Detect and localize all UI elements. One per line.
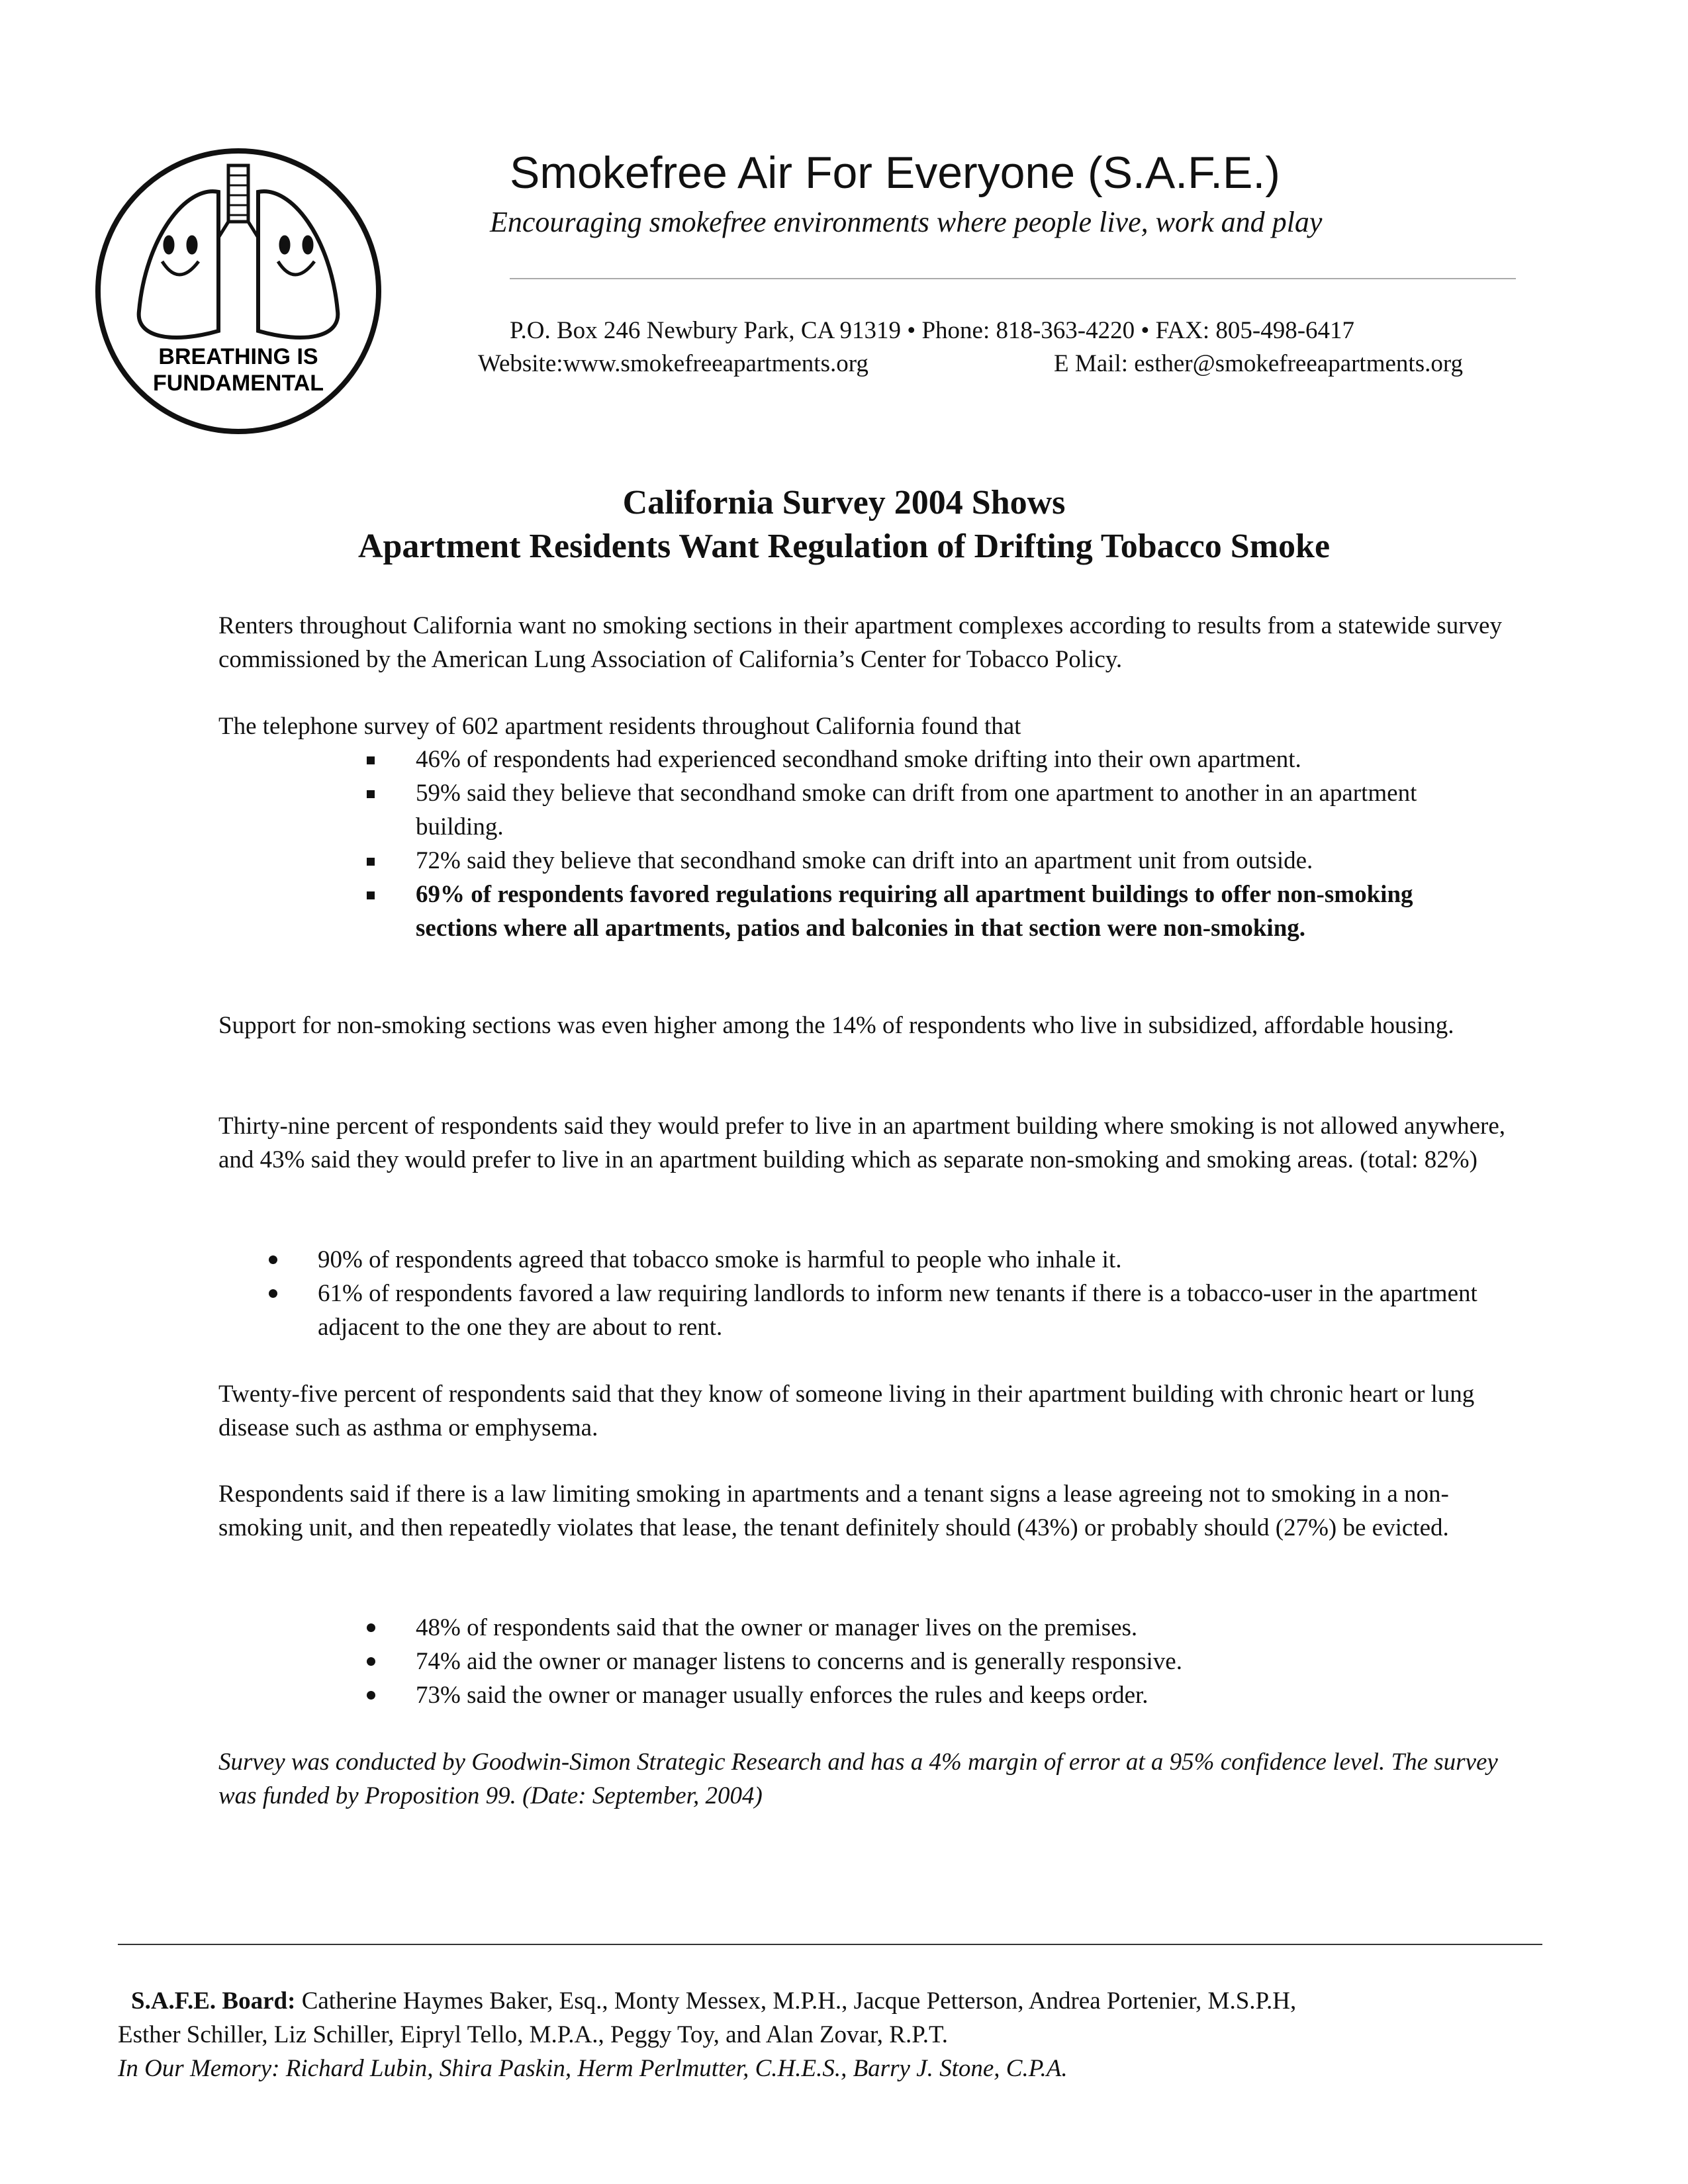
list-item: 46% of respondents had experienced secondhand smoke drifting into their own apartment. bbox=[416, 746, 1301, 773]
round-bullet-icon bbox=[367, 1657, 375, 1666]
paragraph-subsidized-housing: Support for non-smoking sections was even higher among the 14% of respondents who live in subsidized, affordable housing. bbox=[218, 1012, 1454, 1039]
list-item: 59% said they believe that secondhand smoke can drift from one apartment to another in an apartment building. bbox=[416, 780, 1417, 841]
paragraph-preferences: Thirty-nine percent of respondents said they would prefer to live in an apartment building where smoking is not allowed anywhere, and 43% said they would prefer to live in an apartment building which as separate non-smoking and smoking areas. (total: 82%) bbox=[218, 1113, 1506, 1173]
round-bullet-icon bbox=[269, 1255, 277, 1264]
square-bullet-icon bbox=[367, 756, 375, 764]
logo-text-line2: FUNDAMENTAL bbox=[152, 371, 324, 396]
email-link[interactable]: E Mail: esther@smokefreeapartments.org bbox=[1054, 350, 1463, 377]
square-bullet-icon bbox=[367, 858, 375, 866]
round-bullet-icon bbox=[367, 1691, 375, 1700]
tagline: Encouraging smokefree environments where people live, work and play bbox=[490, 206, 1323, 238]
document-title-line1: California Survey 2004 Shows bbox=[622, 484, 1066, 522]
list-item: 61% of respondents favored a law requiring landlords to inform new tenants if there is a tobacco-user in the apartment adjacent to the one they are about to rent. bbox=[318, 1280, 1477, 1341]
list-item: 72% said they believe that secondhand smoke can drift into an apartment unit from outside. bbox=[416, 847, 1313, 874]
board-line2: Esther Schiller, Liz Schiller, Eipryl Tello, M.P.A., Peggy Toy, and Alan Zovar, R.P.T. bbox=[118, 2021, 949, 2048]
round-bullet-icon bbox=[269, 1289, 277, 1298]
paragraph-intro: Renters throughout California want no smoking sections in their apartment complexes according to results from a statewide survey commissioned by the American Lung Association of California’s Center for Tobacco Policy. bbox=[218, 612, 1502, 673]
list-item: 90% of respondents agreed that tobacco smoke is harmful to people who inhale it. bbox=[318, 1246, 1122, 1273]
board-members: Catherine Haymes Baker, Esq., Monty Messex, M.P.H., Jacque Petterson, Andrea Portenier, M.S.P.H, bbox=[295, 1987, 1297, 2015]
organization-name: Smokefree Air For Everyone (S.A.F.E.) bbox=[510, 148, 1280, 198]
round-bullet-icon bbox=[367, 1623, 375, 1632]
breathing-is-fundamental-logo bbox=[93, 146, 384, 437]
footer-divider bbox=[118, 1944, 1542, 1945]
website-link[interactable]: Website:www.smokefreeapartments.org bbox=[478, 350, 868, 377]
square-bullet-icon bbox=[367, 891, 375, 899]
header-divider bbox=[510, 278, 1516, 279]
paragraph-survey-intro: The telephone survey of 602 apartment residents throughout California found that bbox=[218, 713, 1021, 740]
square-bullet-icon bbox=[367, 790, 375, 798]
memorial-line: In Our Memory: Richard Lubin, Shira Paskin, Herm Perlmutter, C.H.E.S., Barry J. Stone, C.P.A. bbox=[118, 2055, 1068, 2082]
list-item-highlighted: 69% of respondents favored regulations requiring all apartment buildings to offer non-smoking sections where all apartments, patios and balconies in that section were non-smoking. bbox=[416, 881, 1413, 942]
logo-text-line1: BREATHING IS bbox=[158, 344, 318, 369]
board-line1 bbox=[131, 1984, 1296, 2018]
paragraph-chronic-disease: Twenty-five percent of respondents said that they know of someone living in their apartment building with chronic heart or lung disease such as asthma or emphysema. bbox=[218, 1381, 1475, 1441]
list-item: 48% of respondents said that the owner or manager lives on the premises. bbox=[416, 1614, 1138, 1641]
list-item: 73% said the owner or manager usually enforces the rules and keeps order. bbox=[416, 1682, 1149, 1709]
list-item: 74% aid the owner or manager listens to concerns and is generally responsive. bbox=[416, 1648, 1182, 1675]
contact-line: P.O. Box 246 Newbury Park, CA 91319 • Phone: 818-363-4220 • FAX: 805-498-6417 bbox=[510, 317, 1355, 344]
survey-methodology-note: Survey was conducted by Goodwin-Simon Strategic Research and has a 4% margin of error at a 95% confidence level. The survey was funded by Proposition 99. (Date: September, 2004) bbox=[218, 1749, 1498, 1809]
paragraph-eviction: Respondents said if there is a law limiting smoking in apartments and a tenant signs a lease agreeing not to smoking in a non-smoking unit, and then repeatedly violates that lease, the tenant definitely should (43%) or probably should (27%) be evicted. bbox=[218, 1480, 1449, 1541]
document-title-line2: Apartment Residents Want Regulation of Drifting Tobacco Smoke bbox=[357, 527, 1331, 565]
board-label: S.A.F.E. Board: bbox=[131, 1987, 296, 2015]
